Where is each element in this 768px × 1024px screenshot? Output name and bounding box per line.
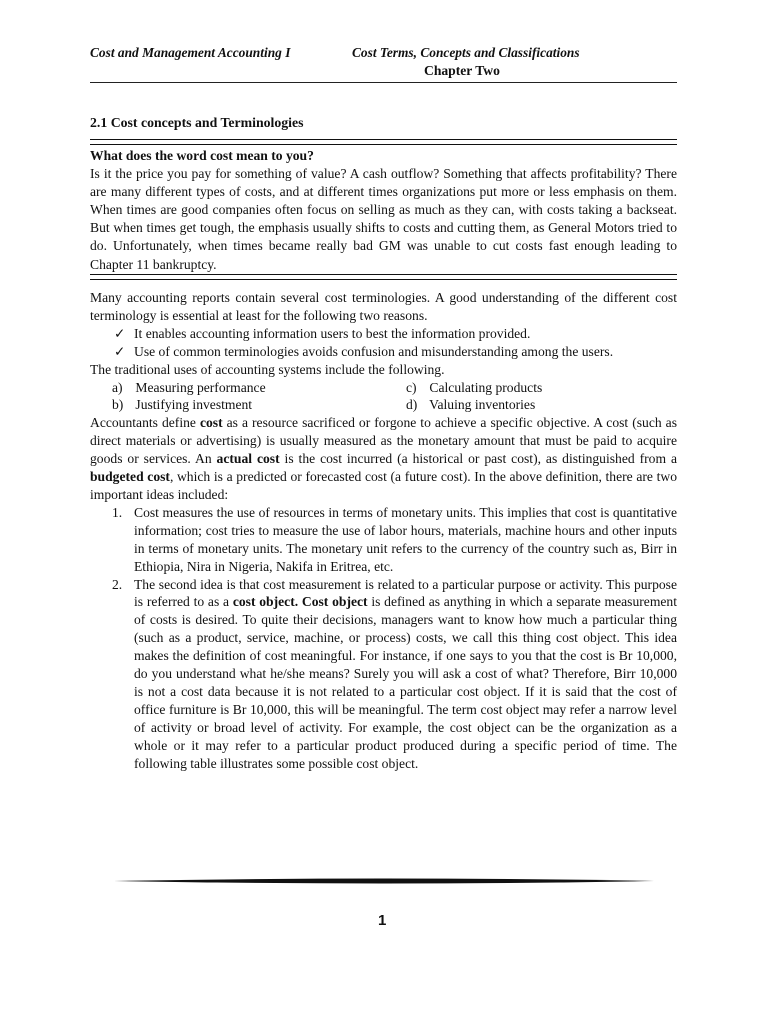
box-text: Is it the price you pay for something of value? A cash outflow? Something that affects profitability? There are many different types of costs, and at different times organizations put more or less emphasis on them. When times are good companies often focus on selling as much as they can, with costs taking a backseat. But when times get tough, the emphasis usually shifts to costs and cutting them, as General Motors tried to do. Unfortunately, when times became really bad GM was unable to cut costs fast enough leading to Chapter 11 bankruptcy. [90, 166, 677, 272]
list-item: 2. The second idea is that cost measurement is related to a particular purpose or activity. This purpose is referred to as a cost object. Cost object is defined as anything in which a separate measurement of costs is desired. To quite their decisions, managers want to know how much a particular thing (such as a product, service, machine, or process) costs, we call this thing cost object. This idea makes the definition of cost meaningful. For instance, if one says to you that the cost is Br 10,000, do you understand what he/she means? Surely you will ask a cost of what? Therefore, Birr 10,000 is not a cost data because it is not related to a particular cost object. If it is said that the cost of office furniture is Br 10,000, this will be meaningful. The term cost object may refer a narrow level of activity or broad level of activity. For example, the cost object can be the organization as a whole or it may refer to a particular product produced during a specific period of time. The following table illustrates some possible cost object. [112, 576, 677, 771]
list-item: c) Calculating products [406, 379, 543, 395]
footer-rule [114, 877, 654, 885]
reasons-list [90, 325, 677, 361]
checkmark-icon: ✓ [114, 343, 126, 359]
checkmark-icon: ✓ [114, 325, 126, 341]
list-item: ✓ It enables accounting information users to best the information provided. [114, 325, 531, 341]
ideas-list [90, 504, 677, 773]
list-item: ✓ Use of common terminologies avoids confusion and misunderstanding among the users. [114, 343, 614, 359]
list-item: b) Justifying investment [112, 397, 253, 413]
box-question: What does the word cost mean to you? [90, 148, 314, 163]
page-number: 1 [378, 912, 387, 929]
box-content [90, 145, 677, 274]
uses-intro: The traditional uses of accounting systems include the following. [90, 361, 445, 377]
header-course-title: Cost and Management Accounting I [90, 45, 291, 60]
box-bottom-rule [90, 274, 677, 280]
running-header [90, 45, 677, 63]
section-title: 2.1 Cost concepts and Terminologies [90, 115, 304, 130]
definition-paragraph: Accountants define cost as a resource sacrificed or forgone to achieve a specific objective. A cost (such as direct materials or advertising) is usually measured as the monetary amount that must be paid to acquire goods or services. An actual cost is the cost incurred (a historical or past cost), as distinguished from a budgeted cost, which is a predicted or forecasted cost (a future cost). In the above definition, there are two important ideas included: [90, 415, 677, 502]
body-text [90, 289, 677, 772]
list-item: d) Valuing inventories [406, 397, 536, 413]
list-item: a) Measuring performance [112, 379, 266, 395]
header-rule [90, 82, 677, 83]
intro-paragraph: Many accounting reports contain several cost terminologies. A good understanding of the different cost terminology is essential at least for the following two reasons. [90, 290, 677, 323]
question-box [90, 139, 677, 280]
header-chapter-label: Chapter Two [424, 63, 500, 78]
list-item: 1. Cost measures the use of resources in terms of monetary units. This implies that cost is quantitative information; cost tries to measure the use of labor hours, materials, machine hours and other inputs in terms of monetary units. The monetary unit refers to the currency of the country such as, Birr in Ethiopia, Nira in Nigeria, Nakifa in Eritrea, etc. [112, 504, 677, 574]
uses-list [90, 379, 677, 415]
header-chapter-topic: Cost Terms, Concepts and Classifications [352, 45, 580, 60]
